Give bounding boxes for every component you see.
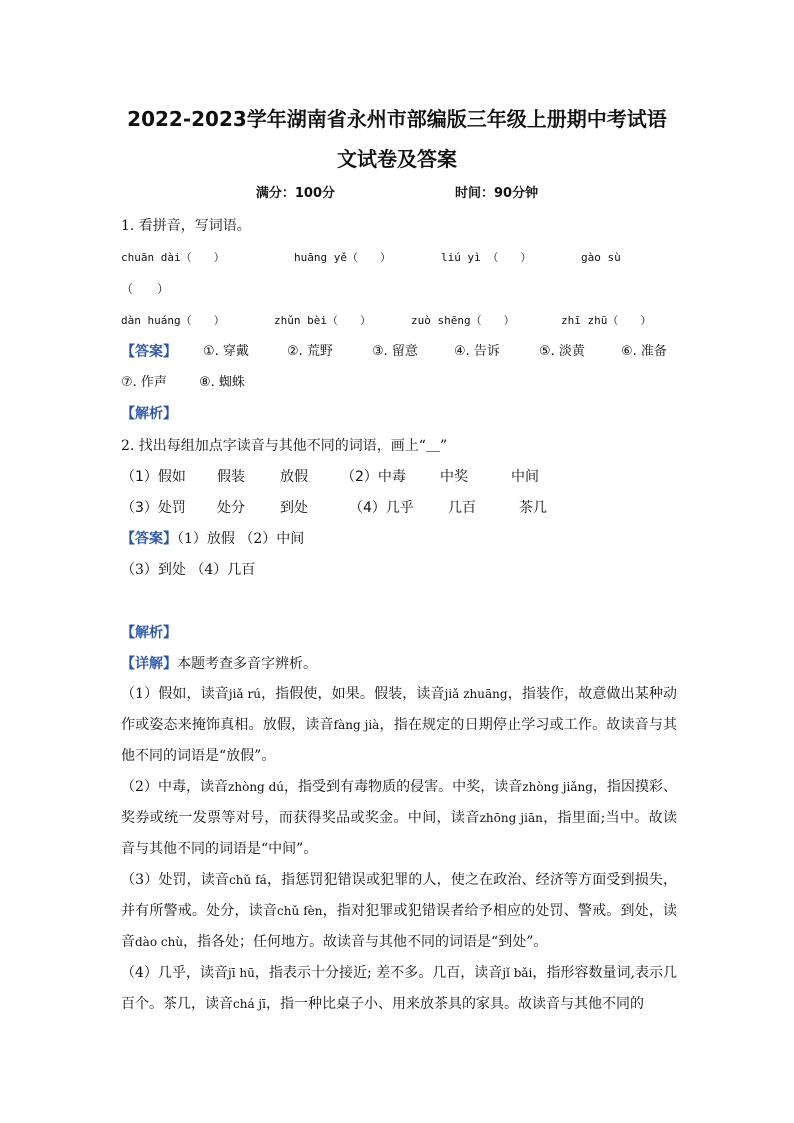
time-limit: 时间：90分钟 xyxy=(455,186,539,201)
answer-item: ⑥. 准备 xyxy=(621,344,667,359)
answer-label: 【答案】 xyxy=(121,344,177,360)
q2-detail xyxy=(121,655,317,673)
pinyin-item: liú yì （ ） xyxy=(441,251,532,264)
q1-pinyin-row1-wrap: （ ） xyxy=(121,282,170,296)
word-item: 到处 xyxy=(280,500,308,516)
q1-answer-row2 xyxy=(121,374,421,392)
q2-answer-row2: （3）到处 （4）几百 xyxy=(121,562,256,578)
q2-words-row2 xyxy=(121,499,677,517)
page-title-line1: 2022-2023学年湖南省永州市部编版三年级上册期中考试语 xyxy=(127,107,667,131)
answer-item: ③. 留意 xyxy=(372,344,418,359)
word-item: 处分 xyxy=(217,500,245,516)
q2-explanation-3: （3）处罚，读音chǔ fá，指惩罚犯错误或犯罪的人，使之在政治、经济等方面受到损失，并有所警戒。处分，读音chǔ fèn，指对犯罪或犯错误者给予相应的处罚、警戒。到处，读音dào chù，指各处；任何地方。故读音与其他不同的词语是“到处”。 xyxy=(121,872,678,950)
pinyin-item: zhǔn bèi（ ） xyxy=(274,314,371,327)
full-score: 满分：100分 xyxy=(255,186,336,201)
q2-prompt: 2. 找出每组加点字读音与其他不同的词语，画上“＿” xyxy=(121,438,448,454)
answer-item: ①. 穿戴 xyxy=(203,344,249,359)
exam-meta xyxy=(0,186,794,202)
q2-explanation-4: （4）几乎，读音jī hū，指表示十分接近; 差不多。几百，读音jǐ bǎi，指形容数量词,表示几百个。茶几，读音chá jī，指一种比桌子小、用来放茶具的家具。故读音与其他不同的 xyxy=(121,965,677,1012)
q1-answer-row1 xyxy=(121,343,677,361)
answer-text: （1）放假 （2）中间 xyxy=(177,531,305,547)
q2-explanation-2: （2）中毒，读音zhòng dú，指受到有毒物质的侵害。中奖，读音zhòng jiǎng，指因摸彩、奖券或统一发票等对号，而获得奖品或奖金。中间，读音zhōng jiān，指里面;当中。故读音与其他不同的词语是“中间”。 xyxy=(121,779,678,857)
detail-label: 【详解】 xyxy=(121,656,177,672)
word-item: 假装 xyxy=(217,469,245,485)
pinyin-item: chuān dài（ ） xyxy=(121,251,225,264)
q2-explanation-1: （1）假如，读音jiǎ rú，指假使，如果。假装，读音jiǎ zhuāng，指装作，故意做出某种动作或姿态来掩饰真相。放假，读音fàng jià，指在规定的日期停止学习或工作。故读音与其他不同的词语是“放假”。 xyxy=(121,686,678,764)
answer-item: ⑧. 蜘蛛 xyxy=(199,375,245,390)
pinyin-item: gào sù xyxy=(581,251,621,264)
word-item: 放假 xyxy=(280,469,308,485)
answer-item: ⑤. 淡黄 xyxy=(539,344,585,359)
q1-pinyin-row2 xyxy=(121,312,681,330)
detail-intro: 本题考查多音字辨析。 xyxy=(177,656,317,672)
pinyin-item: huāng yě（ ） xyxy=(294,251,391,264)
word-item: 几百 xyxy=(448,500,476,516)
q1-analysis-label: 【解析】 xyxy=(121,406,177,422)
word-item: 中间 xyxy=(511,469,539,485)
word-group-label: （1）假如 xyxy=(121,469,186,485)
q2-words-row1 xyxy=(121,468,677,486)
answer-item: ②. 荒野 xyxy=(287,344,333,359)
q1-prompt: 1. 看拼音，写词语。 xyxy=(121,218,251,234)
answer-item: ⑦. 作声 xyxy=(121,375,167,390)
word-item: 茶几 xyxy=(519,500,547,516)
pinyin-item: zuò shēng（ ） xyxy=(411,314,515,327)
q2-analysis-label: 【解析】 xyxy=(121,625,177,641)
q2-answer-row1 xyxy=(121,530,304,548)
pinyin-item: zhī zhū（ ） xyxy=(561,314,652,327)
word-group-label: （4）几乎 xyxy=(349,500,414,516)
word-group-label: （2）中毒 xyxy=(341,469,406,485)
q1-pinyin-row1 xyxy=(121,249,681,267)
answer-label: 【答案】 xyxy=(121,531,177,547)
answer-item: ④. 告诉 xyxy=(454,344,500,359)
word-item: 中奖 xyxy=(440,469,468,485)
pinyin-item: dàn huáng（ ） xyxy=(121,314,225,327)
page-title-line2: 文试卷及答案 xyxy=(337,147,457,171)
word-group-label: （3）处罚 xyxy=(121,500,186,516)
